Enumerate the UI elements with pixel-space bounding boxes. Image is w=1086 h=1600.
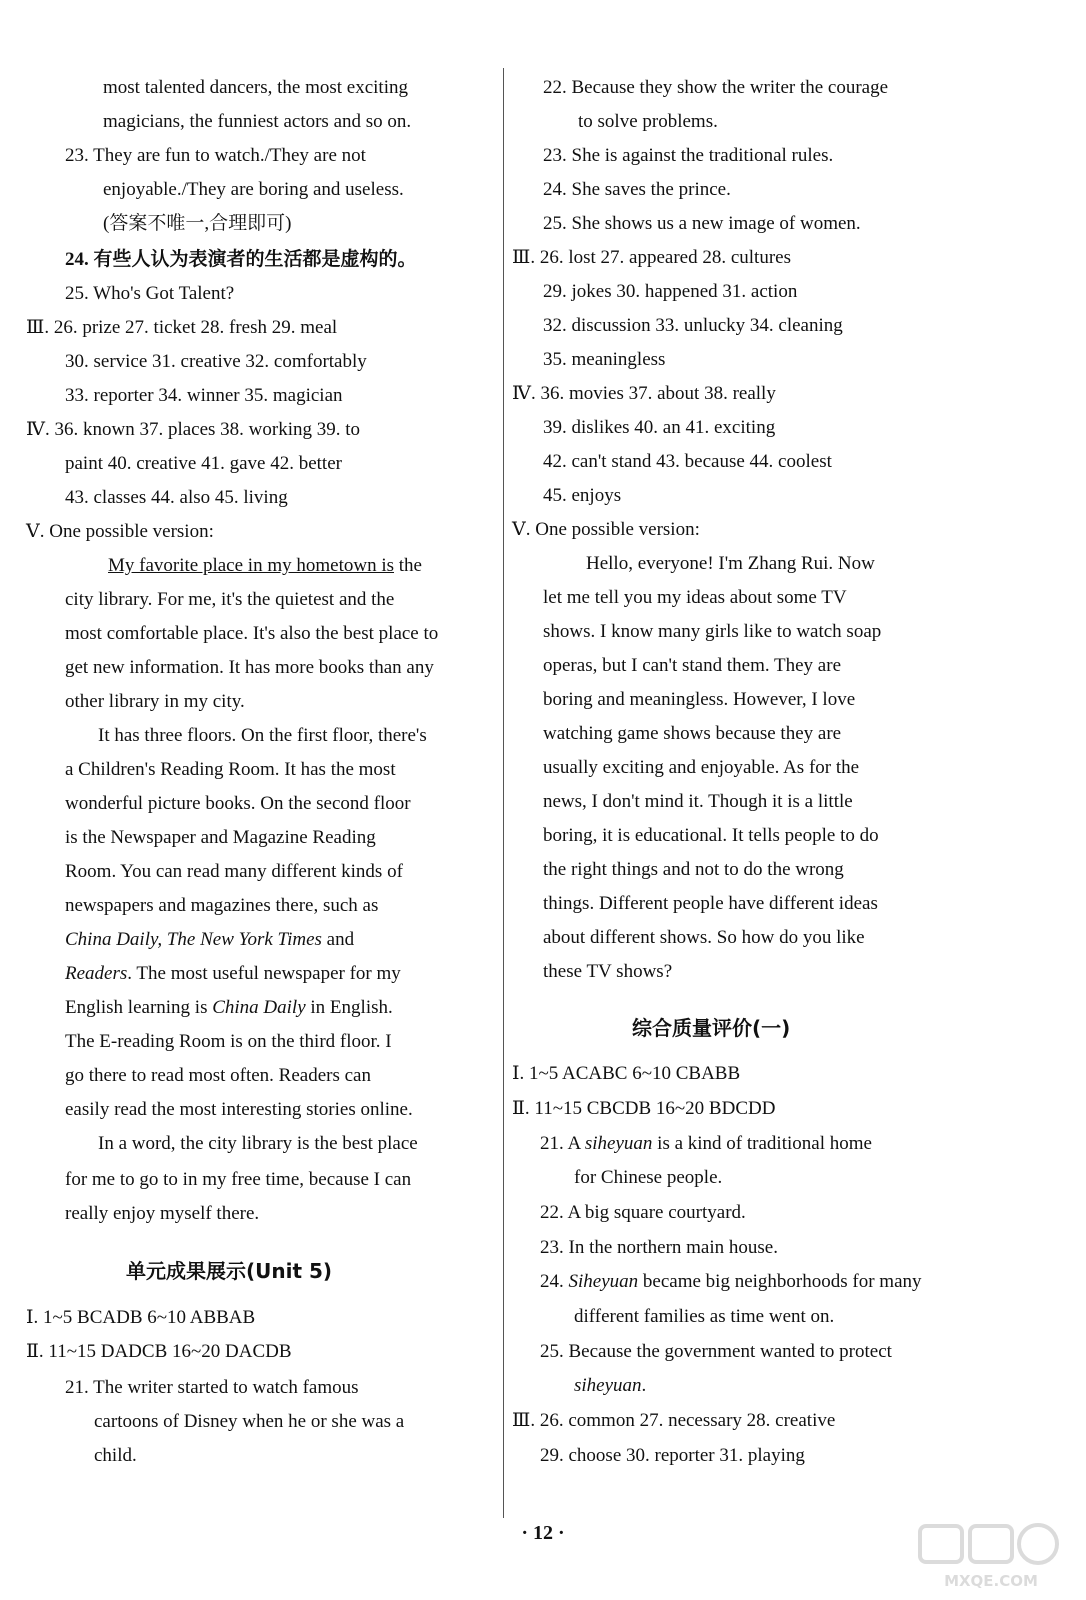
text-line: 25. Because the government wanted to protect — [540, 1341, 892, 1362]
text-fragment: 24. — [540, 1271, 564, 1292]
text-line: Ⅰ. 1~5 ACABC 6~10 CBABB — [512, 1063, 741, 1084]
text-line: 24. 有些人认为表演者的生活都是虚构的。 — [65, 249, 417, 270]
text-line: boring, it is educational. It tells people to do — [543, 825, 879, 846]
text-line: Ⅱ. 11~15 DADCB 16~20 DACDB — [26, 1341, 292, 1362]
text-line: go there to read most often. Readers can — [65, 1065, 371, 1086]
section-heading: 单元成果展示(Unit 5) — [126, 1259, 333, 1283]
text-line: cartoons of Disney when he or she was a — [94, 1411, 405, 1432]
watermark-logo — [916, 1522, 1066, 1592]
text-line: 22. Because they show the writer the courage — [543, 77, 889, 98]
text-line: Ⅲ. 26. lost 27. appeared 28. cultures — [512, 247, 791, 268]
text-line: 45. enjoys — [543, 485, 622, 506]
text-line: 24. She saves the prince. — [543, 179, 731, 200]
text-line: Ⅲ. 26. prize 27. ticket 28. fresh 29. meal — [26, 317, 338, 338]
text-line: usually exciting and enjoyable. As for the — [543, 757, 860, 778]
text-line: The E-reading Room is on the third floor. I — [65, 1031, 392, 1052]
text-line: 29. choose 30. reporter 31. playing — [540, 1445, 805, 1466]
text-line: other library in my city. — [65, 691, 245, 712]
underlined-topic: My favorite place in my hometown is — [108, 555, 394, 576]
text-line: 33. reporter 34. winner 35. magician — [65, 385, 343, 406]
text-line: is the Newspaper and Magazine Reading — [65, 827, 376, 848]
text-fragment: . The most useful newspaper for my — [127, 963, 401, 984]
text-fragment: in English. — [310, 997, 393, 1018]
text-line: paint 40. creative 41. gave 42. better — [65, 453, 342, 474]
text-line: Ⅰ. 1~5 BCADB 6~10 ABBAB — [26, 1307, 256, 1328]
text-line: newspapers and magazines there, such as — [65, 895, 379, 916]
text-line: operas, but I can't stand them. They are — [543, 655, 841, 676]
text-fragment: . — [641, 1375, 647, 1396]
text-line: 23. She is against the traditional rules. — [543, 145, 834, 166]
text-line: In a word, the city library is the best place — [98, 1133, 418, 1154]
text-line: 22. A big square courtyard. — [540, 1202, 746, 1223]
text-line: Ⅱ. 11~15 CBCDB 16~20 BDCDD — [512, 1098, 776, 1119]
text-line: 29. jokes 30. happened 31. action — [543, 281, 798, 302]
text-fragment: and — [326, 929, 355, 950]
text-line: 43. classes 44. also 45. living — [65, 487, 288, 508]
text-line: Ⅳ. 36. known 37. places 38. working 39. to — [26, 419, 361, 440]
text-line: 25. Who's Got Talent? — [65, 283, 235, 304]
text-line: 42. can't stand 43. because 44. coolest — [543, 451, 832, 472]
text-line: things. Different people have different ideas — [543, 893, 878, 914]
text-fragment: the — [398, 555, 422, 576]
text-line: wonderful picture books. On the second floor — [65, 793, 411, 814]
text-fragment: English learning is — [65, 997, 208, 1018]
text-line: 39. dislikes 40. an 41. exciting — [543, 417, 776, 438]
text-line: boring and meaningless. However, I love — [543, 689, 856, 710]
italic-term: siheyuan — [584, 1133, 653, 1154]
text-line: most comfortable place. It's also the best place to — [65, 623, 439, 644]
italic-title: Readers — [65, 963, 128, 984]
text-line: these TV shows? — [543, 961, 673, 982]
text-fragment: 21. A — [540, 1133, 581, 1154]
text-line: Hello, everyone! I'm Zhang Rui. Now — [586, 553, 875, 574]
text-line: watching game shows because they are — [543, 723, 842, 744]
text-line: 35. meaningless — [543, 349, 666, 370]
text-line: to solve problems. — [578, 111, 718, 132]
text-line: 32. discussion 33. unlucky 34. cleaning — [543, 315, 843, 336]
text-line: Room. You can read many different kinds of — [65, 861, 403, 882]
text-line: 23. They are fun to watch./They are not — [65, 145, 366, 166]
column-divider — [503, 68, 504, 1518]
text-line: city library. For me, it's the quietest and the — [65, 589, 395, 610]
text-line: child. — [94, 1445, 137, 1466]
text-line: most talented dancers, the most exciting — [103, 77, 408, 98]
text-line: get new information. It has more books than any — [65, 657, 434, 678]
text-line: 30. service 31. creative 32. comfortably — [65, 351, 367, 372]
text-line: really enjoy myself there. — [65, 1203, 260, 1224]
text-line: a Children's Reading Room. It has the most — [65, 759, 396, 780]
italic-title: China Daily, The New York Times — [65, 929, 322, 950]
text-line: It has three floors. On the first floor, there's — [98, 725, 427, 746]
text-line: news, I don't mind it. Though it is a little — [543, 791, 853, 812]
text-line: 25. She shows us a new image of women. — [543, 213, 861, 234]
text-line: about different shows. So how do you like — [543, 927, 865, 948]
italic-title: China Daily — [212, 997, 306, 1018]
text-line: 21. The writer started to watch famous — [65, 1377, 359, 1398]
text-line: 23. In the northern main house. — [540, 1237, 778, 1258]
text-line: easily read the most interesting stories online. — [65, 1099, 413, 1120]
text-line: enjoyable./They are boring and useless. — [103, 179, 404, 200]
text-line: Ⅲ. 26. common 27. necessary 28. creative — [512, 1410, 836, 1431]
text-line: shows. I know many girls like to watch soap — [543, 621, 882, 642]
watermark-text: MXQE.COM — [944, 1572, 1038, 1590]
text-line: let me tell you my ideas about some TV — [543, 587, 847, 608]
italic-term: Siheyuan — [568, 1271, 639, 1292]
text-line: magicians, the funniest actors and so on. — [103, 111, 412, 132]
page-number: · 12 · — [521, 1522, 565, 1544]
text-line: for me to go to in my free time, because I can — [65, 1169, 412, 1190]
section-heading: 综合质量评价(一) — [632, 1016, 791, 1040]
text-line: Ⅳ. 36. movies 37. about 38. really — [512, 383, 776, 404]
text-fragment: became big neighborhoods for many — [642, 1271, 922, 1292]
text-fragment: is a kind of traditional home — [657, 1133, 872, 1154]
italic-term: siheyuan — [574, 1375, 642, 1396]
text-line: Ⅴ. One possible version: — [512, 519, 700, 540]
text-line: the right things and not to do the wrong — [543, 859, 844, 880]
text-line: different families as time went on. — [574, 1306, 835, 1327]
text-line: (答案不唯一,合理即可) — [103, 213, 292, 234]
text-line: for Chinese people. — [574, 1167, 723, 1188]
text-line: Ⅴ. One possible version: — [26, 521, 214, 542]
